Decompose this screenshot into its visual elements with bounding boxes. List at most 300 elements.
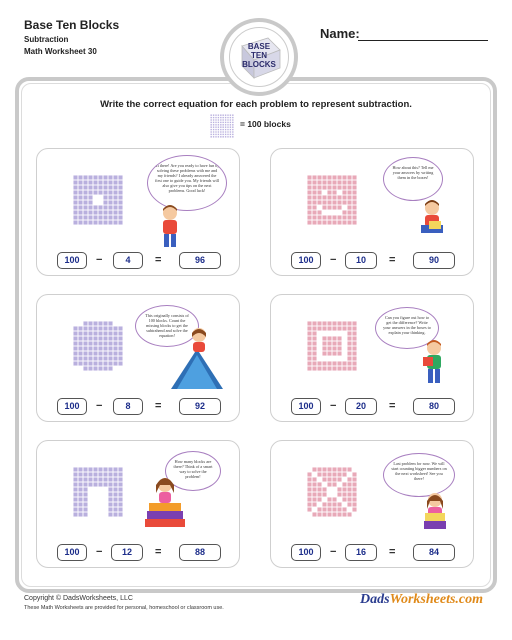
unit-block (83, 185, 87, 189)
unit-block (213, 126, 215, 128)
unit-block (218, 117, 220, 119)
unit-block (322, 215, 326, 219)
girl-on-books-icon (141, 471, 191, 531)
unit-block (317, 487, 321, 491)
unit-block (73, 210, 77, 214)
unit-block (332, 341, 336, 345)
minuend-box[interactable]: 100 (57, 544, 87, 561)
unit-block (347, 341, 351, 345)
unit-block (347, 482, 351, 486)
unit-block (93, 366, 97, 370)
unit-block (352, 366, 356, 370)
unit-block (352, 482, 356, 486)
unit-block (78, 200, 82, 204)
minus-sign: − (96, 546, 103, 558)
unit-block (78, 356, 82, 360)
unit-block (73, 346, 77, 350)
legend-block-icon (210, 114, 234, 138)
unit-block (317, 507, 321, 511)
unit-block (312, 180, 316, 184)
unit-block (103, 220, 107, 224)
minus-sign: − (96, 400, 103, 412)
unit-block (218, 136, 220, 138)
unit-block (83, 215, 87, 219)
unit-block (232, 136, 234, 138)
unit-block (225, 136, 227, 138)
unit-block (232, 126, 234, 128)
minus-sign: − (96, 254, 103, 266)
unit-block (218, 131, 220, 133)
unit-block (118, 326, 122, 330)
unit-block (78, 512, 82, 516)
unit-block (322, 175, 326, 179)
problem-card-4 (270, 294, 474, 422)
unit-block (322, 502, 326, 506)
unit-block (307, 361, 311, 365)
unit-block (332, 175, 336, 179)
unit-block (327, 361, 331, 365)
unit-block (352, 341, 356, 345)
name-line[interactable] (358, 40, 488, 41)
unit-block (307, 487, 311, 491)
unit-block (337, 467, 341, 471)
unit-block (322, 346, 326, 350)
unit-block (347, 477, 351, 481)
unit-block (113, 326, 117, 330)
unit-block (322, 492, 326, 496)
unit-block (312, 331, 316, 335)
unit-block (108, 215, 112, 219)
unit-block (73, 507, 77, 511)
unit-block (332, 477, 336, 481)
minuend-box[interactable]: 100 (57, 398, 87, 415)
unit-block (322, 351, 326, 355)
unit-block (342, 175, 346, 179)
unit-block (73, 477, 77, 481)
unit-block (332, 512, 336, 516)
unit-block (317, 180, 321, 184)
unit-block (93, 185, 97, 189)
unit-block (118, 482, 122, 486)
unit-block (108, 497, 112, 501)
unit-block (113, 190, 117, 194)
unit-block (312, 341, 316, 345)
unit-block (347, 346, 351, 350)
unit-block (312, 326, 316, 330)
unit-block (347, 190, 351, 194)
unit-block (322, 512, 326, 516)
unit-block (317, 512, 321, 516)
unit-block (118, 512, 122, 516)
answer-box[interactable]: 90 (413, 252, 455, 269)
unit-block (337, 336, 341, 340)
unit-block (78, 190, 82, 194)
unit-block (78, 467, 82, 471)
unit-block (98, 336, 102, 340)
unit-block (322, 341, 326, 345)
unit-block (103, 472, 107, 476)
unit-block (108, 512, 112, 516)
unit-block (347, 200, 351, 204)
unit-block (327, 205, 331, 209)
unit-block (108, 180, 112, 184)
unit-block (307, 356, 311, 360)
unit-block (113, 180, 117, 184)
unit-block (347, 487, 351, 491)
unit-block (73, 195, 77, 199)
subtrahend-box[interactable]: 16 (345, 544, 377, 561)
unit-block (307, 185, 311, 189)
unit-block (103, 195, 107, 199)
unit-block (108, 205, 112, 209)
unit-block (307, 502, 311, 506)
unit-block (332, 361, 336, 365)
unit-block (83, 175, 87, 179)
unit-block (220, 129, 222, 131)
unit-block (78, 175, 82, 179)
unit-block (73, 200, 77, 204)
unit-block (103, 361, 107, 365)
unit-block (93, 210, 97, 214)
unit-block (78, 507, 82, 511)
unit-block (213, 119, 215, 121)
unit-block (227, 114, 229, 116)
unit-block (352, 326, 356, 330)
unit-block (332, 190, 336, 194)
unit-block (93, 326, 97, 330)
unit-block (327, 180, 331, 184)
unit-block (83, 210, 87, 214)
unit-block (332, 180, 336, 184)
unit-block (225, 126, 227, 128)
unit-block (317, 366, 321, 370)
unit-block (322, 326, 326, 330)
unit-block (307, 190, 311, 194)
unit-block (332, 321, 336, 325)
unit-block (227, 126, 229, 128)
unit-block (103, 180, 107, 184)
unit-block (227, 129, 229, 131)
unit-block (352, 487, 356, 491)
unit-block (98, 361, 102, 365)
unit-block (327, 190, 331, 194)
unit-block (78, 477, 82, 481)
unit-block (352, 215, 356, 219)
unit-block (113, 356, 117, 360)
unit-block (108, 331, 112, 335)
unit-block (322, 321, 326, 325)
unit-block (347, 220, 351, 224)
unit-block (342, 210, 346, 214)
unit-block (108, 185, 112, 189)
unit-block (342, 361, 346, 365)
unit-block (78, 341, 82, 345)
unit-block (230, 114, 232, 116)
unit-block (307, 200, 311, 204)
unit-block (352, 497, 356, 501)
unit-block (98, 205, 102, 209)
unit-block (342, 482, 346, 486)
unit-block (210, 119, 212, 121)
unit-block (312, 175, 316, 179)
unit-block (337, 492, 341, 496)
unit-block (232, 129, 234, 131)
unit-block (332, 185, 336, 189)
block-grid-1 (73, 175, 123, 225)
unit-block (307, 346, 311, 350)
unit-block (337, 205, 341, 209)
unit-block (332, 502, 336, 506)
unit-block (78, 472, 82, 476)
unit-block (342, 487, 346, 491)
unit-block (113, 195, 117, 199)
unit-block (220, 131, 222, 133)
unit-block (108, 502, 112, 506)
answer-box[interactable]: 80 (413, 398, 455, 415)
unit-block (342, 472, 346, 476)
unit-block (83, 497, 87, 501)
unit-block (98, 190, 102, 194)
unit-block (232, 119, 234, 121)
unit-block (118, 195, 122, 199)
unit-block (307, 175, 311, 179)
unit-block (342, 512, 346, 516)
unit-block (347, 326, 351, 330)
unit-block (312, 512, 316, 516)
unit-block (342, 195, 346, 199)
unit-block (347, 512, 351, 516)
unit-block (352, 195, 356, 199)
speech-bubble-6: Last problem for now. We will start counting bigger numbers on the next worksheet! See you there! (383, 453, 455, 497)
unit-block (337, 220, 341, 224)
unit-block (73, 361, 77, 365)
unit-block (88, 200, 92, 204)
unit-block (118, 180, 122, 184)
unit-block (93, 215, 97, 219)
unit-block (213, 114, 215, 116)
speech-bubble-2: How about this? Tell me your answers by writing them in the boxes! (383, 157, 443, 201)
unit-block (220, 114, 222, 116)
unit-block (73, 185, 77, 189)
unit-block (352, 331, 356, 335)
unit-block (83, 487, 87, 491)
speech-bubble-1: Hi there! Are you ready to have fun by solving these problems with me and my friends? I already answered the first one to guide you. My friends will also give you tips on the next problems. Good luck! (147, 155, 227, 211)
block-grid-6 (307, 467, 357, 517)
unit-block (98, 175, 102, 179)
unit-block (347, 492, 351, 496)
minuend-box[interactable]: 100 (291, 252, 321, 269)
unit-block (113, 210, 117, 214)
unit-block (83, 477, 87, 481)
unit-block (83, 467, 87, 471)
unit-block (220, 126, 222, 128)
subtrahend-box[interactable]: 4 (113, 252, 143, 269)
unit-block (98, 366, 102, 370)
equals-sign: = (155, 254, 162, 266)
unit-block (113, 512, 117, 516)
unit-block (322, 361, 326, 365)
unit-block (108, 341, 112, 345)
unit-block (312, 497, 316, 501)
unit-block (210, 124, 212, 126)
unit-block (108, 356, 112, 360)
unit-block (78, 326, 82, 330)
unit-block (337, 180, 341, 184)
unit-block (317, 200, 321, 204)
unit-block (230, 131, 232, 133)
unit-block (83, 180, 87, 184)
unit-block (337, 507, 341, 511)
unit-block (337, 215, 341, 219)
unit-block (312, 321, 316, 325)
legend-text: = 100 blocks (240, 119, 291, 129)
answer-box[interactable]: 96 (179, 252, 221, 269)
unit-block (337, 502, 341, 506)
unit-block (108, 487, 112, 491)
unit-block (108, 321, 112, 325)
unit-block (347, 175, 351, 179)
unit-block (118, 205, 122, 209)
unit-block (78, 185, 82, 189)
name-label: Name: (320, 26, 360, 41)
unit-block (83, 205, 87, 209)
unit-block (352, 175, 356, 179)
speech-bubble-3: This originally consists of 100 blocks. Count the missing blocks to get the subtrahend and solve the equation! (135, 305, 199, 347)
unit-block (93, 205, 97, 209)
unit-block (332, 200, 336, 204)
unit-block (337, 175, 341, 179)
subtrahend-box[interactable]: 8 (113, 398, 143, 415)
unit-block (118, 502, 122, 506)
unit-block (222, 136, 224, 138)
unit-block (337, 487, 341, 491)
unit-block (98, 351, 102, 355)
unit-block (78, 215, 82, 219)
unit-block (312, 487, 316, 491)
unit-block (332, 497, 336, 501)
equals-sign: = (155, 400, 162, 412)
instructions: Write the correct equation for each problem to represent subtraction. (100, 99, 412, 110)
unit-block (230, 134, 232, 136)
unit-block (327, 195, 331, 199)
unit-block (337, 472, 341, 476)
unit-block (118, 507, 122, 511)
unit-block (317, 482, 321, 486)
unit-block (332, 366, 336, 370)
block-grid-5 (73, 467, 123, 517)
unit-block (78, 205, 82, 209)
unit-block (218, 119, 220, 121)
unit-block (327, 200, 331, 204)
unit-block (108, 477, 112, 481)
unit-block (337, 195, 341, 199)
unit-block (215, 134, 217, 136)
unit-block (322, 205, 326, 209)
unit-block (113, 472, 117, 476)
unit-block (230, 119, 232, 121)
unit-block (322, 366, 326, 370)
unit-block (73, 472, 77, 476)
unit-block (78, 336, 82, 340)
unit-block (73, 512, 77, 516)
unit-block (327, 512, 331, 516)
subtrahend-box[interactable]: 20 (345, 398, 377, 415)
answer-box[interactable]: 92 (179, 398, 221, 415)
unit-block (222, 129, 224, 131)
unit-block (73, 205, 77, 209)
unit-block (312, 502, 316, 506)
unit-block (78, 331, 82, 335)
unit-block (332, 336, 336, 340)
subtrahend-box[interactable]: 10 (345, 252, 377, 269)
unit-block (225, 134, 227, 136)
minuend-box[interactable]: 100 (291, 398, 321, 415)
unit-block (352, 185, 356, 189)
unit-block (317, 326, 321, 330)
unit-block (113, 175, 117, 179)
subtrahend-box[interactable]: 12 (111, 544, 143, 561)
unit-block (327, 341, 331, 345)
unit-block (218, 124, 220, 126)
unit-block (227, 136, 229, 138)
unit-block (88, 331, 92, 335)
unit-block (222, 124, 224, 126)
answer-box[interactable]: 84 (413, 544, 455, 561)
unit-block (215, 114, 217, 116)
minuend-box[interactable]: 100 (57, 252, 87, 269)
equals-sign: = (389, 254, 396, 266)
unit-block (88, 175, 92, 179)
unit-block (88, 351, 92, 355)
unit-block (103, 341, 107, 345)
worksheet-title: Base Ten Blocks (24, 18, 120, 32)
unit-block (108, 467, 112, 471)
unit-block (317, 492, 321, 496)
unit-block (352, 351, 356, 355)
unit-block (103, 321, 107, 325)
unit-block (88, 336, 92, 340)
unit-block (213, 134, 215, 136)
unit-block (83, 502, 87, 506)
unit-block (88, 205, 92, 209)
unit-block (332, 195, 336, 199)
unit-block (103, 190, 107, 194)
unit-block (108, 220, 112, 224)
unit-block (322, 467, 326, 471)
unit-block (317, 220, 321, 224)
unit-block (78, 492, 82, 496)
unit-block (98, 215, 102, 219)
unit-block (113, 487, 117, 491)
minuend-box[interactable]: 100 (291, 544, 321, 561)
unit-block (73, 351, 77, 355)
unit-block (98, 331, 102, 335)
unit-block (83, 351, 87, 355)
unit-block (113, 205, 117, 209)
unit-block (215, 122, 217, 124)
footer-brand-logo[interactable] (360, 592, 483, 608)
unit-block (73, 331, 77, 335)
unit-block (108, 336, 112, 340)
unit-block (232, 124, 234, 126)
unit-block (113, 185, 117, 189)
unit-block (327, 497, 331, 501)
unit-block (347, 366, 351, 370)
unit-block (73, 190, 77, 194)
unit-block (78, 351, 82, 355)
answer-box[interactable]: 88 (179, 544, 221, 561)
unit-block (327, 185, 331, 189)
